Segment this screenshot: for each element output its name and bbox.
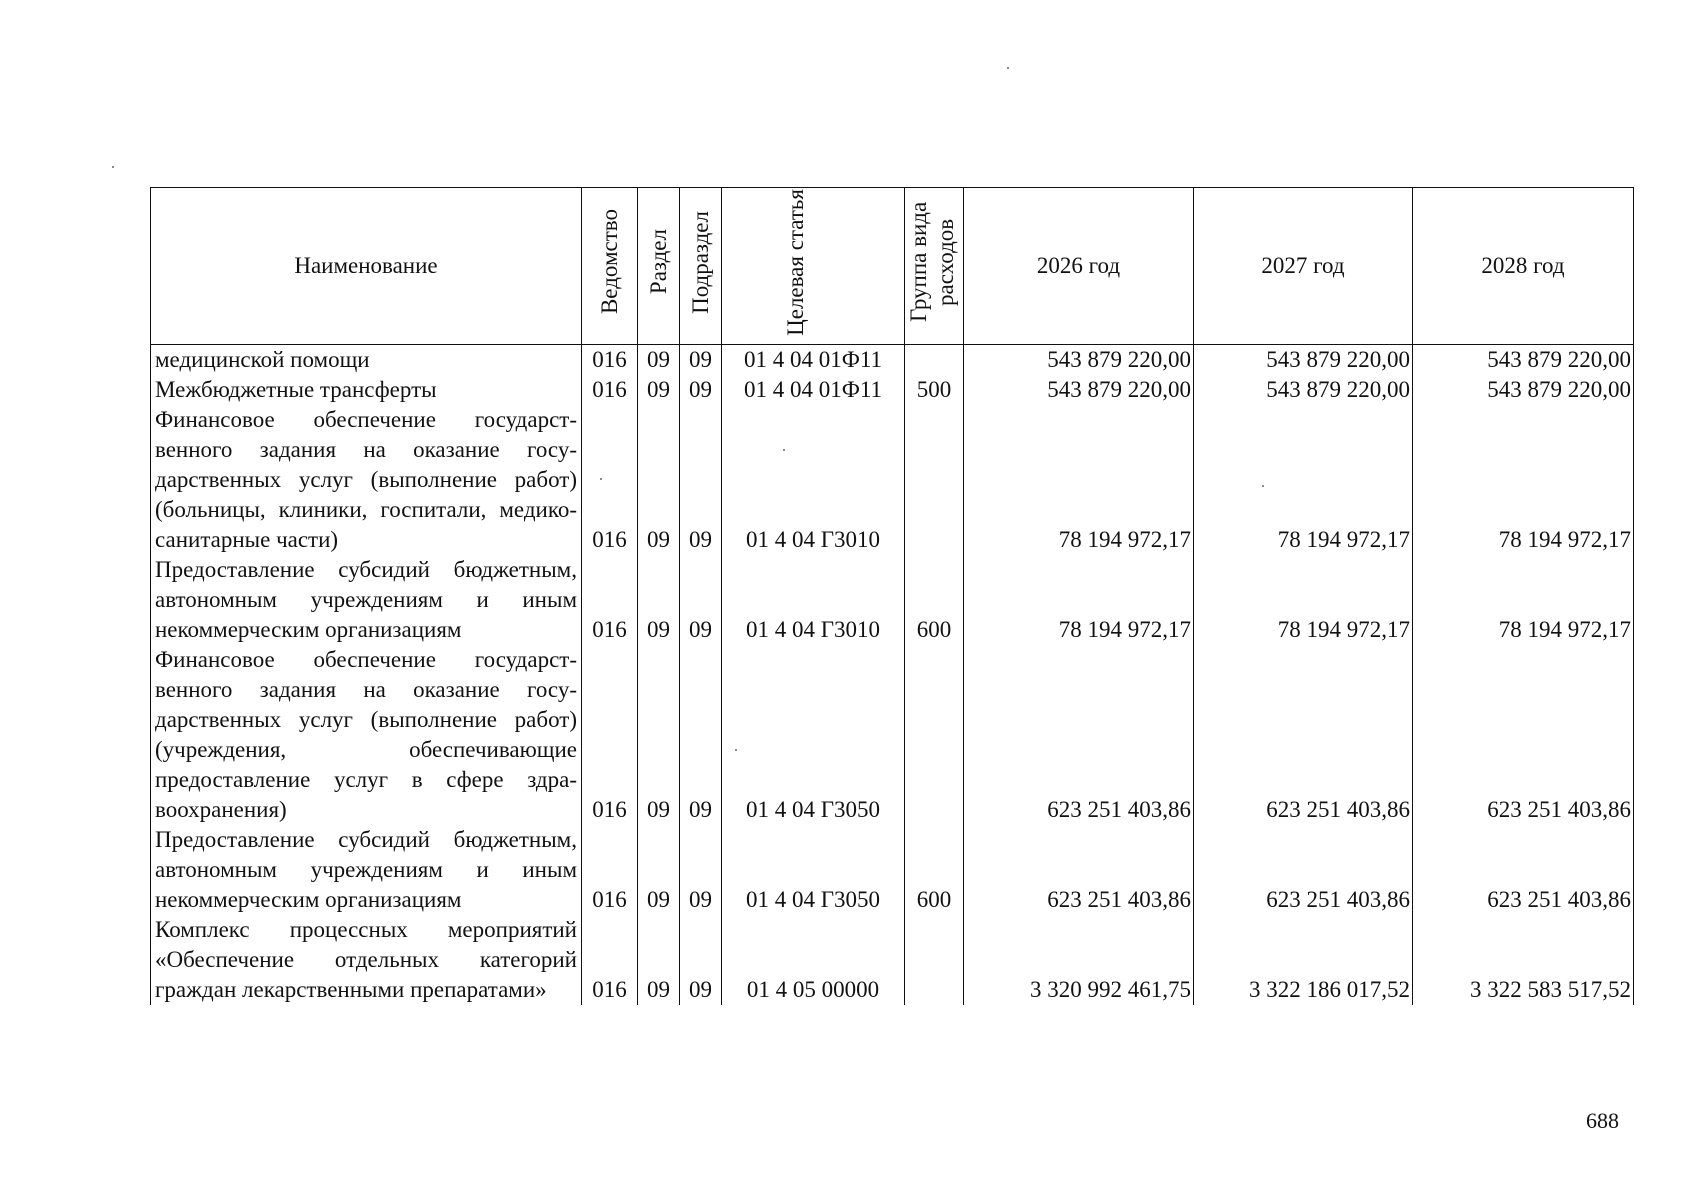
row-subsection: 09 [680, 555, 722, 645]
row-section: 09 [638, 405, 680, 555]
row-name: Комплекс процессных мероприятий «Обеспечение отдельных категорий граждан лекарственными препаратами» [151, 915, 582, 1005]
header-name: Наименование [151, 188, 582, 345]
header-year-2026: 2026 год [964, 188, 1194, 345]
row-department: 016 [582, 405, 638, 555]
row-name: Межбюджетные трансферты [151, 375, 582, 405]
row-amount-2027: 543 879 220,00 [1194, 375, 1413, 405]
row-amount-2028: 543 879 220,00 [1413, 345, 1634, 376]
table-row [151, 345, 1634, 376]
row-department: 016 [582, 375, 638, 405]
table-row [151, 555, 1634, 645]
row-amount-2028: 78 194 972,17 [1413, 555, 1634, 645]
budget-table [150, 187, 1634, 1005]
scan-speck [112, 166, 114, 168]
row-amount-2027: 623 251 403,86 [1194, 825, 1413, 915]
row-amount-2027: 543 879 220,00 [1194, 345, 1413, 376]
row-subsection: 09 [680, 345, 722, 376]
row-amount-2028: 623 251 403,86 [1413, 825, 1634, 915]
table-row [151, 915, 1634, 1005]
row-department: 016 [582, 555, 638, 645]
row-target-article: 01 4 04 Г3050 [722, 645, 905, 825]
row-expense-group [905, 405, 964, 555]
row-expense-group: 600 [905, 555, 964, 645]
row-subsection: 09 [680, 375, 722, 405]
row-target-article: 01 4 04 Г3010 [722, 405, 905, 555]
header-year-2027: 2027 год [1194, 188, 1413, 345]
header-target-article: Целевая статья [722, 188, 905, 345]
scan-speck [783, 449, 785, 451]
row-subsection: 09 [680, 825, 722, 915]
row-amount-2026: 3 320 992 461,75 [964, 915, 1194, 1005]
row-expense-group: 600 [905, 825, 964, 915]
row-name: Предоставление субсидий бюджетным, автономным учреждениям и иным некоммерческим организациям [151, 825, 582, 915]
row-section: 09 [638, 375, 680, 405]
page-number: 688 [1586, 1108, 1619, 1133]
row-amount-2026: 543 879 220,00 [964, 375, 1194, 405]
row-amount-2026: 78 194 972,17 [964, 555, 1194, 645]
row-amount-2027: 78 194 972,17 [1194, 405, 1413, 555]
row-department: 016 [582, 825, 638, 915]
row-expense-group [905, 345, 964, 376]
row-amount-2028: 3 322 583 517,52 [1413, 915, 1634, 1005]
header-year-2028: 2028 год [1413, 188, 1634, 345]
row-target-article: 01 4 05 00000 [722, 915, 905, 1005]
row-amount-2027: 623 251 403,86 [1194, 645, 1413, 825]
row-amount-2026: 623 251 403,86 [964, 645, 1194, 825]
row-name: Финансовое обеспечение государственного задания на оказание государственных услуг (выполнение работ) (больницы, клиники, госпитали, медико-санитарные части) [151, 405, 582, 555]
row-subsection: 09 [680, 645, 722, 825]
row-amount-2026: 543 879 220,00 [964, 345, 1194, 376]
row-target-article: 01 4 04 01Ф11 [722, 345, 905, 376]
row-amount-2028: 543 879 220,00 [1413, 375, 1634, 405]
table-row [151, 645, 1634, 825]
table-row [151, 825, 1634, 915]
row-department: 016 [582, 915, 638, 1005]
row-amount-2028: 623 251 403,86 [1413, 645, 1634, 825]
table-row [151, 375, 1634, 405]
row-section: 09 [638, 345, 680, 376]
table-row [151, 405, 1634, 555]
row-name: Предоставление субсидий бюджетным, автономным учреждениям и иным некоммерческим организациям [151, 555, 582, 645]
row-expense-group [905, 915, 964, 1005]
row-amount-2027: 3 322 186 017,52 [1194, 915, 1413, 1005]
header-department: Ведомство [582, 188, 638, 345]
row-expense-group [905, 645, 964, 825]
row-section: 09 [638, 645, 680, 825]
row-target-article: 01 4 04 01Ф11 [722, 375, 905, 405]
scan-speck [735, 749, 737, 751]
row-name: медицинской помощи [151, 345, 582, 376]
row-amount-2026: 623 251 403,86 [964, 825, 1194, 915]
scan-speck [600, 478, 602, 480]
header-expense-group: Группа вида расходов [905, 188, 964, 345]
row-department: 016 [582, 345, 638, 376]
header-subsection: Подраздел [680, 188, 722, 345]
row-expense-group: 500 [905, 375, 964, 405]
header-section: Раздел [638, 188, 680, 345]
row-amount-2027: 78 194 972,17 [1194, 555, 1413, 645]
scan-speck [1007, 67, 1009, 69]
row-amount-2026: 78 194 972,17 [964, 405, 1194, 555]
row-department: 016 [582, 645, 638, 825]
table-header-row [151, 188, 1634, 345]
scan-speck [1262, 485, 1264, 487]
row-name: Финансовое обеспечение государственного задания на оказание государственных услуг (выполнение работ) (учреждения, обеспечивающие предоставление услуг в сфере здравоохранения) [151, 645, 582, 825]
row-target-article: 01 4 04 Г3050 [722, 825, 905, 915]
row-subsection: 09 [680, 405, 722, 555]
row-section: 09 [638, 825, 680, 915]
row-amount-2028: 78 194 972,17 [1413, 405, 1634, 555]
row-subsection: 09 [680, 915, 722, 1005]
row-section: 09 [638, 915, 680, 1005]
row-target-article: 01 4 04 Г3010 [722, 555, 905, 645]
row-section: 09 [638, 555, 680, 645]
